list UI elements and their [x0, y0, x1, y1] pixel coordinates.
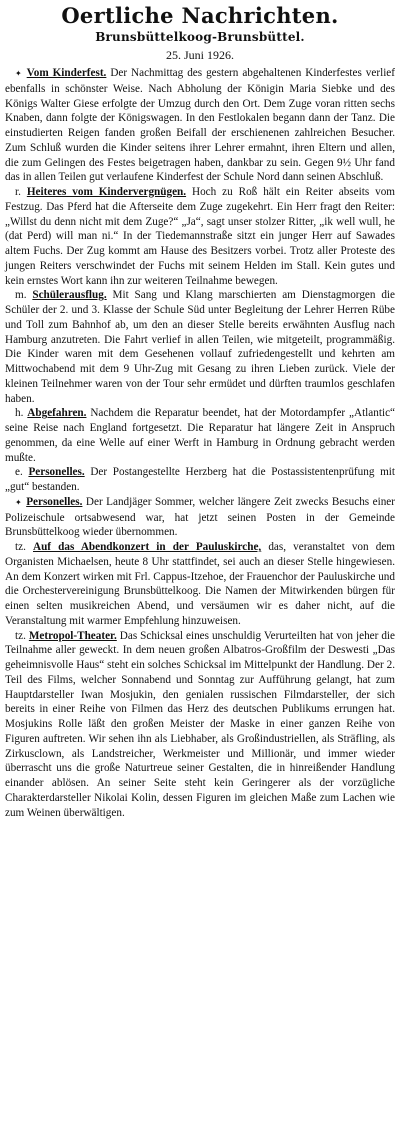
article-schuelerausflug — [5, 288, 395, 406]
article-heiteres — [5, 185, 395, 288]
location-heading: Brunsbüttelkoog-Brunsbüttel. — [95, 30, 305, 44]
article-body: Der Postangestellte Herzberg hat die Postassistentenprüfung mit „gut“ bestanden. — [5, 466, 396, 493]
star-marker-icon: ✦ — [15, 497, 22, 507]
article-body: Nachdem die Reparatur beendet, hat der Motordampfer „Atlantic“ seine Reise nach England fortgesetzt. Die Reparatur hat längere Zeit in Anspruch genommen, da eine Welle auf einer Werft in Hamburg in Ordnung gebracht werden mußte. — [5, 407, 396, 464]
article-body: Das Schicksal eines unschuldig Verurteilten hat von jeher die Teilnahme aller geweckt. In dem neuen großen Albatros-Großfilm der Deswesti „Das geheimnisvolle Haus“ steht ein solches Schicksal im Mittelpunkt der Handlung. Der 2. Teil des Films, welcher Sonnabend und Sonntag zur Aufführung gelangt, hat zum Hauptdarsteller Iwan Mosjukin, den genialen russischen Filmdarsteller, der sich bereits in einer Reihe von Filmen das Herz des deutschen Publikums errungen hat. Mosjukins Rolle läßt den großen Meister der Maske in einer ganzen Reihe von Figuren auftreten. Wir sehen ihn als Liebhaber, als Großindustriellen, als Sträfling, als Zirkusclown, als Landstreicher, Werkmeister und Millionär, und immer wieder überrascht uns die große Naturtreue seiner Gestalten, die in hinreißender Handlung einander ablösen. An seiner Seite steht kein Geringerer als der vorzügliche Charakterdarsteller Nikolai Kolin, dessen Figuren im gleichen Maße zum Lachen wie zum Weinen überwältigen. — [5, 629, 395, 819]
author-initial: tz. — [15, 629, 26, 642]
article-headline: Vom Kinderfest. — [26, 67, 107, 79]
article-kinderfest — [5, 66, 395, 185]
article-headline: Heiteres vom Kindervergnügen. — [26, 186, 187, 198]
article-body: Mit Sang und Klang marschierten am Dienstagmorgen die Schüler der 2. und 3. Klasse der Schule Süd unter Begleitung der Lehrer Herren Rübe und Toll zum Bahnhof ab, um den an dieser Stelle bereits erwähnten Ausflug nach Hamburg anzutreten. Die Fahrt verlief in allen Teilen, wie mitgeteilt, programmäßig. Die Kinder waren mit dem Gesehenen vollauf zufriedengestellt und kehrten am Mittwochabend mit dem 9 Uhr-Zug mit Gesang zu ihren Lieben zurück. Viele der kleinen Teilnehmer waren von der Tour sehr ermüdet und dürften traumlos geschlafen haben. — [5, 289, 395, 405]
article-personelles-post — [5, 465, 395, 495]
article-body: Hoch zu Roß hält ein Reiter abseits vom Festzug. Das Pferd hat die Afterseite dem Zuge zugekehrt. Ein Herr fragt den Reiter: „Willst du denn nicht mit dem Zuge?“ „Ja“, sagt unser stolzer Ritter, „ik well wull, he (dat Perd) will man ni.“ In der Tiedemannstraße sitzt ein junger Herr auf Sawades altem Fuchs. Der Zug kommt am Hause des Besitzers vorbei. Trotz aller Proteste des jungen Reiters verschwindet der Fuchs mit seinem Helden im Stall. Kein gutes und kein ernstes Wort kann ihn zur weiteren Teilnahme bewegen. — [5, 186, 395, 287]
article-abendkonzert — [5, 540, 395, 629]
section-title: Oertliche Nachrichten. — [61, 3, 339, 28]
star-marker-icon: ✦ — [15, 69, 22, 78]
author-initial: r. — [15, 186, 21, 198]
article-metropol-theater — [5, 629, 395, 821]
dateline: 25. Juni 1926. — [165, 48, 234, 62]
author-initial: e. — [15, 466, 23, 479]
article-headline: Abgefahren. — [27, 407, 87, 420]
article-body: Der Landjäger Sommer, welcher längere Zeit zwecks Besuchs einer Polizeischule ortsabwesend war, hat jetzt seinen Posten in der Gemeinde Brunsbüttelkoog wieder übernommen. — [5, 495, 395, 539]
author-initial: h. — [15, 407, 24, 420]
article-headline: Auf das Abendkonzert in der Pauluskirche, — [33, 541, 262, 553]
article-body: Der Nachmittag des gestern abgehaltenen Kinderfestes verlief ebenfalls in schönster Weise. Nach Abholung der Königin Maria Siebke und des Königs Walter Giese erfolgte der Umzug durch den Ort. Dem Zuge voran ritten sechs Knaben, dann folgte der Königswagen. In den Festlokalen begann dann der Tanz. Die einstudierten Reigen fanden großen Beifall der erschienenen zahlreichen Besucher. Zum Schluß wurden die Kinder seitens ihrer Lehrer ermahnt, ihren Eltern und allen, die zum Gelingen des Festes beigetragen haben, dankbar zu sein. Gegen 9½ Uhr fand das in allen Teilen gut verlaufene Kinderfest der Schule Nord dann seinen Abschluß. — [5, 67, 396, 184]
article-headline: Metropol-Theater. — [28, 629, 117, 642]
article-headline: Schülerausflug. — [32, 289, 107, 302]
author-initial: tz. — [15, 541, 26, 553]
article-body: das, veranstaltet von dem Organisten Michaelsen, heute 8 Uhr stattfindet, sei auch an dieser Stelle hingewiesen. An dem Konzert wirken mit Frl. Cappus-Itzehoe, der Frauenchor der Pauluskirche und die Orchestervereinigung Brunsbüttelkoog. Die Namen der Mitwirkenden bürgen für einen selten musikreichen Abend, und versäumen wir es daher nicht, auf die Veranstaltung mit warmer Empfehlung hinzuweisen. — [5, 541, 395, 627]
article-personelles-landjaeger — [5, 495, 395, 540]
article-headline: Personelles. — [28, 466, 85, 479]
article-abgefahren — [5, 406, 395, 465]
author-initial: m. — [15, 289, 27, 302]
article-headline: Personelles. — [26, 495, 83, 508]
